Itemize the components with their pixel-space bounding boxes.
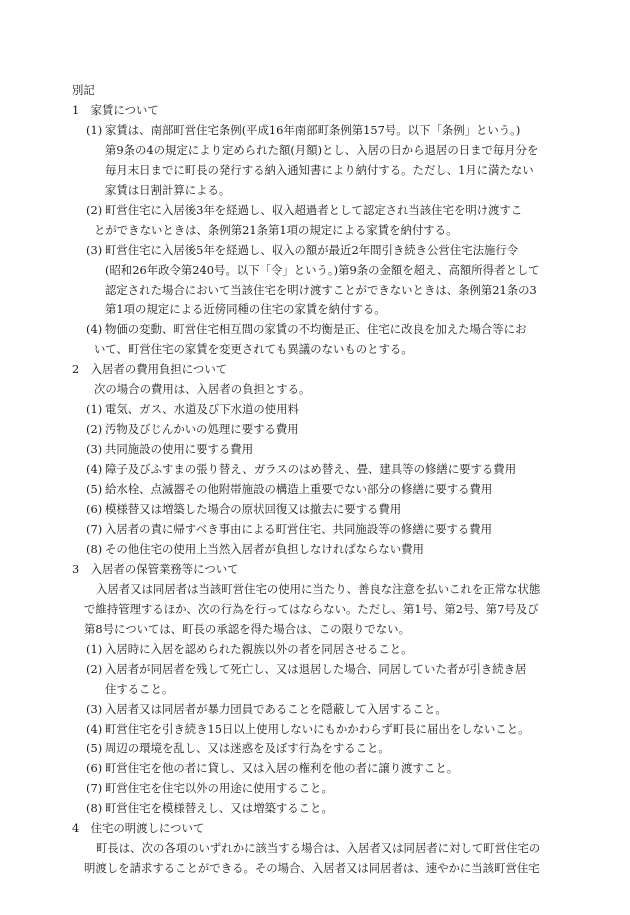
section-3-item-1 — [72, 640, 558, 660]
section-2-intro: 次の場合の費用は、入居者の負担とする。 — [94, 382, 311, 397]
section-3-intro-line: 第8号については、町長の承認を得た場合は、この限りでない。 — [84, 621, 410, 636]
item-line: 物価の変動、町営住宅相互間の家賃の不均衡是正、住宅に改良を加えた場合等にお — [105, 322, 527, 337]
item-line: 認定された場合において当該住宅を明け渡すことができないときは、条例第21条の3 — [105, 282, 537, 297]
item-line: 住すること。 — [105, 681, 174, 696]
section-4-intro-line: 明渡しを請求することができる。その場合、入居者又は同居者は、速やかに当該町営住宅 — [84, 861, 540, 876]
item-line: その他住宅の使用上当然入居者が負担しなければならない費用 — [105, 541, 424, 556]
section-2-item-8 — [72, 540, 558, 560]
section-2-item-3 — [72, 440, 558, 460]
section-3-item-8 — [72, 799, 558, 819]
item-line: 第1項の規定による近傍同種の住宅の家賃を納付する。 — [105, 302, 386, 317]
section-3-intro-line: 入居者又は同居者は当該町営住宅の使用に当たり、善良な注意を払いこれを正常な状態 — [96, 581, 541, 596]
section-2-title: 2 入居者の費用負担について — [72, 362, 228, 377]
item-line: 入居者の責に帰すべき事由による町営住宅、共同施設等の修繕に要する費用 — [105, 521, 493, 536]
item-line: 入居時に入居を認められた親族以外の者を同居させること。 — [105, 641, 413, 656]
section-1-item-1 — [72, 121, 558, 201]
item-number: (2) — [86, 422, 103, 437]
section-3-item-6 — [72, 759, 558, 779]
section-1-title: 1 家賃について — [72, 102, 159, 117]
item-line: 町営住宅を模様替えし、又は増築すること。 — [105, 801, 333, 816]
item-number: (3) — [86, 442, 103, 457]
item-line: 障子及びふすまの張り替え、ガラスのはめ替え、畳、建具等の修繕に要する費用 — [105, 462, 517, 477]
section-2-item-2 — [72, 420, 558, 440]
document-body — [72, 81, 558, 879]
item-line: 電気、ガス、水道及び下水道の使用料 — [105, 402, 299, 417]
item-number: (3) — [86, 701, 103, 716]
item-number: (7) — [86, 781, 103, 796]
item-line: 給水栓、点滅器その他附帯施設の構造上重要でない部分の修繕に要する費用 — [105, 482, 493, 497]
item-line: 第9条の4の規定により定められた額(月額)とし、入居の日から退居の日まで毎月分を — [105, 142, 539, 157]
item-line: 町営住宅を住宅以外の用途に使用すること。 — [105, 781, 333, 796]
item-line: 共同施設の使用に要する費用 — [105, 442, 254, 457]
item-line: 町営住宅に入居後5年を経過し、収入の額が最近2年間引き続き公営住宅法施行令 — [105, 242, 519, 257]
section-2-item-1 — [72, 400, 558, 420]
section-4-intro-line: 町長は、次の各項のいずれかに該当する場合は、入居者又は同居者に対して町営住宅の — [96, 841, 541, 856]
item-line: 周辺の環境を乱し、又は迷惑を及ぼす行為をすること。 — [105, 741, 390, 756]
section-1-item-3 — [72, 241, 558, 321]
item-line: 家賃は日割計算による。 — [105, 182, 231, 197]
section-2-item-4 — [72, 460, 558, 480]
item-line: 家賃は、南部町営住宅条例(平成16年南部町条例第157号。以下「条例」という。) — [105, 122, 521, 137]
section-3-item-2 — [72, 660, 558, 700]
section-3-item-5 — [72, 739, 558, 759]
item-number: (1) — [86, 122, 103, 137]
item-number: (2) — [86, 202, 103, 217]
section-2-item-7 — [72, 520, 558, 540]
item-line: 町営住宅を引き続き15日以上使用しないにもかかわらず町長に届出をしないこと。 — [105, 721, 530, 736]
item-number: (5) — [86, 482, 103, 497]
item-line: 町営住宅に入居後3年を経過し、収入超過者として認定され当該住宅を明け渡すこ — [105, 202, 523, 217]
item-line: 入居者が同居者を残して死亡し、又は退居した場合、同居していた者が引き続き居 — [105, 661, 527, 676]
item-number: (5) — [86, 741, 103, 756]
item-number: (1) — [86, 402, 103, 417]
item-line: (昭和26年政令第240号。以下「令」という。)第9条の金額を超え、高額所得者として — [105, 262, 540, 277]
item-line: 町営住宅を他の者に貸し、又は入居の権利を他の者に譲り渡すこと。 — [105, 761, 459, 776]
item-number: (4) — [86, 462, 103, 477]
section-3-item-4 — [72, 720, 558, 740]
item-line: 入居者又は同居者が暴力団員であることを隠蔽して入居すること。 — [105, 701, 447, 716]
section-2-item-5 — [72, 480, 558, 500]
section-4-title: 4 住宅の明渡しについて — [72, 821, 205, 836]
section-3-item-7 — [72, 779, 558, 799]
section-2-item-6 — [72, 500, 558, 520]
item-line-continued: とができないときは、条例第21条第1項の規定による家賃を納付する。 — [94, 222, 458, 237]
item-number: (1) — [86, 641, 103, 656]
section-3-intro-line: で維持管理するほか、次の行為を行ってはならない。ただし、第1号、第2号、第7号及び — [84, 601, 539, 616]
item-number: (7) — [86, 521, 103, 536]
item-number: (8) — [86, 801, 103, 816]
item-number: (8) — [86, 541, 103, 556]
appendix-heading: 別記 — [72, 83, 95, 97]
section-1-item-2 — [72, 201, 558, 221]
item-number: (3) — [86, 242, 103, 257]
section-3-title: 3 入居者の保管業務等について — [72, 561, 239, 576]
item-number: (6) — [86, 761, 103, 776]
section-1-item-4 — [72, 320, 558, 340]
item-number: (6) — [86, 502, 103, 517]
item-number: (2) — [86, 661, 103, 676]
item-line: 模様替又は増築した場合の原状回復又は撤去に要する費用 — [105, 502, 402, 517]
item-number: (4) — [86, 322, 103, 337]
item-line: 汚物及びじんかいの処理に要する費用 — [105, 422, 299, 437]
item-line-continued: いて、町営住宅の家賃を変更されても異議のないものとする。 — [94, 342, 413, 357]
section-3-item-3 — [72, 700, 558, 720]
item-line: 毎月末日までに町長の発行する納入通知書により納付する。ただし、1月に満たない — [105, 162, 534, 177]
item-number: (4) — [86, 721, 103, 736]
